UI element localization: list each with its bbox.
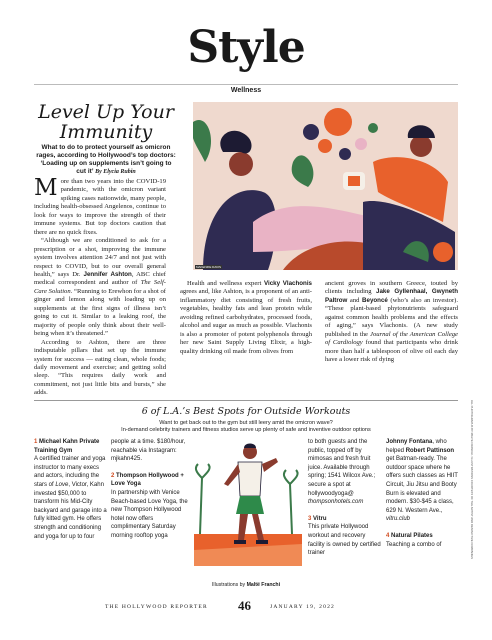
- spot-text: A certified trainer and yoga instructor to many execs and actors, including the stars of: [34, 456, 106, 488]
- workouts-column-1: [34, 438, 108, 541]
- spot-text: , Victor, Kahn invested $50,000 to transform his Mid-City backyard and garage into a fully kitted gym. He offers strength and conditioning and yoga for up to four: [34, 481, 107, 540]
- journal-title: Journal of the American College of Cardiology: [325, 330, 458, 347]
- workout-illustration: [194, 438, 302, 566]
- workouts-deck-line-1: Want to get back out to the gym but still leery amid the omicron wave?: [159, 420, 333, 426]
- article-deck: [36, 144, 176, 176]
- illustrator-name: Maltë Franchi: [246, 582, 281, 588]
- art-credit: MAKENZIE DAVIS: [196, 265, 221, 269]
- spot-title: Thompson Hollywood + Love Yoga: [111, 472, 184, 488]
- person-name: Robert Pattinson: [405, 447, 455, 454]
- spot-text: Teaching a combo of: [386, 541, 442, 548]
- spot-1-heading: [34, 438, 108, 455]
- drop-cap: M: [34, 175, 58, 201]
- body-column-2: [180, 280, 312, 356]
- workouts-column-4: [386, 438, 458, 549]
- spot-number: 2: [111, 472, 115, 479]
- body-paragraph-5: [325, 280, 458, 365]
- issue-date: JANUARY 19, 2022: [270, 604, 335, 610]
- publication-name: THE HOLLYWOOD REPORTER: [105, 604, 208, 610]
- body-text: Health and wellness expert: [187, 280, 264, 287]
- spacer: [386, 524, 458, 532]
- spot-2-heading: [111, 472, 189, 489]
- body-text: , ABC chief medical correspondent and author of: [34, 270, 166, 287]
- body-column-3: [325, 280, 458, 365]
- workouts-deck-line-2: In-demand celebrity trainers and fitness studios serve up plenty of safe and inventive outdoor options: [121, 427, 371, 433]
- body-text: (who’s also an investor). “These plant-based phytonutrients safeguard against common health problems and the effects of aging,” says Vlachonis. (A new study published in the: [325, 296, 458, 338]
- spot-3-text: [386, 438, 458, 524]
- hero-illustration: [193, 102, 458, 270]
- spot-website: thompsonhotels.com: [308, 499, 364, 506]
- body-text: According to Ashton, there are three indisputable pillars that set up the immune system for success — eating clean, whole foods; daily movement and exercise; and getting solid sleep. “This requires daily work and commitment, not just little bits and bursts,” she adds.: [34, 338, 166, 397]
- spot-text: In partnership with Venice Beach-based Love Yoga, the new Thompson Hollywood hotel now offers complimentary Saturday morning rooftop yoga: [111, 489, 188, 539]
- spot-title: Vitru: [313, 515, 327, 522]
- person-name: Vicky Vlachonis: [263, 280, 312, 287]
- spot-website: vitru.club: [386, 516, 411, 523]
- spot-text: to both guests and the public, topped off by mimosas and fresh fruit juice. Available through spring; 1541 Wilcox Ave.; secure a spot at hollywoodyoga@: [308, 439, 376, 497]
- spot-text: , who helped: [386, 439, 447, 454]
- workouts-deck: [0, 420, 492, 434]
- body-text: “Although we are conditioned to ask for a prescription or a shot, improving the immune system involves attention 24/7 and not just with respect to COVID, but to our overall general health,” says Dr.: [34, 237, 166, 278]
- body-text: . “Running to Erewhon for a shot of ginger and lemon along with loading up on supplements at the first signs of illness isn’t going to cut it. Similar to a leaking roof, the majority of people only think about their well-being when it’s threatened.”: [34, 287, 167, 338]
- body-paragraph-1: [34, 175, 166, 237]
- body-paragraph-3: [34, 339, 166, 398]
- spot-text: get Batman-ready. The outdoor space where he offers such classes as HIIT Circuit, Jiu Jitsu and Booty Burn is elevated and modern. $30-$45 a class, 629 N. Western Ave.,: [386, 456, 458, 514]
- body-paragraph-4: [180, 280, 312, 356]
- workouts-column-3: [308, 438, 382, 558]
- spot-number: 3: [308, 515, 312, 522]
- body-text: found that participants who drink more than half a tablespoon of olive oil each day have a lower risk of dying: [325, 339, 458, 364]
- person-name: Jake Gyllenhaal, Gwyneth Paltrow: [325, 288, 459, 304]
- body-text: and: [347, 296, 363, 304]
- article-headline: Level Up Your Immunity: [38, 101, 174, 143]
- body-paragraph-2: [34, 237, 166, 338]
- person-name: Johnny Fontana: [386, 439, 433, 445]
- workouts-column-2: [111, 438, 189, 541]
- show-title: Love: [55, 481, 69, 488]
- side-credit: [470, 400, 476, 620]
- person-name: Beyoncé: [362, 296, 388, 304]
- masthead: Style: [187, 22, 305, 73]
- section-label: Wellness: [230, 87, 262, 94]
- page-number: 46: [238, 598, 251, 613]
- spot-text: people at a time. $180/hour, reachable via Instagram: mjkahn425.: [111, 439, 186, 463]
- side-credit-text: ALL PHOTOGRAPHS BY MALTE FRANCHI / ILLUSTRATIONS COURTESY OF THE ARTIST AND RESPECTIVE COMPANIES: [470, 400, 474, 559]
- body-text: agrees and, like Ashton, is a proponent of an anti-inflammatory diet consisting of fresh fruits, vegetables, healthy fats and lean protein while avoiding refined carbohydrates, processed foods, alcohol and sugar as much as possible. Vlachonis is also a promoter of potent polyphenols through her new Saint Supply Living Elixir, a high-quality drinking oil made from olives from: [180, 288, 312, 355]
- spot-text: This private Hollywood workout and recovery facility is owned by certified trainer: [308, 524, 381, 557]
- body-column-1: [34, 175, 167, 398]
- person-name: Jennifer Ashton: [83, 270, 132, 278]
- spacer: [111, 464, 189, 472]
- sidebar-rule: [34, 400, 458, 401]
- spot-number: 1: [34, 439, 38, 445]
- spot-3-heading: [308, 515, 382, 524]
- spot-4-heading: [386, 532, 458, 541]
- byline: By Elycia Rubin: [95, 169, 136, 175]
- body-text: ore than two years into the COVID-19 pandemic, with the omicron variant spiking cases nationwide, many people, including health-obsessed Angelenos, continue to look for ways to improve the strength of their immune systems. But top doctors caution that there are no quick fixes.: [34, 178, 166, 236]
- top-rule: [34, 84, 458, 85]
- workouts-title: 6 of L.A.’s Best Spots for Outside Workouts: [141, 406, 351, 417]
- spacer: [308, 507, 382, 515]
- deck-text: What to do to protect yourself as omicron rages, according to Hollywood’s top doctors: ‘Loading up on supplements isn’t going to cut it’: [36, 144, 176, 175]
- illustration-credit: [0, 582, 492, 588]
- spot-1-text: [34, 455, 108, 541]
- spot-title: Michael Kahn Private Training Gym: [34, 439, 100, 454]
- spot-number: 4: [386, 532, 390, 539]
- body-text: ancient groves in southern Greece, touted by clients including: [325, 280, 458, 296]
- illustration-credit-label: Illustrations by: [211, 582, 247, 588]
- book-title: The Self-Care Solution: [34, 279, 166, 295]
- spot-title: Natural Pilates: [391, 532, 433, 539]
